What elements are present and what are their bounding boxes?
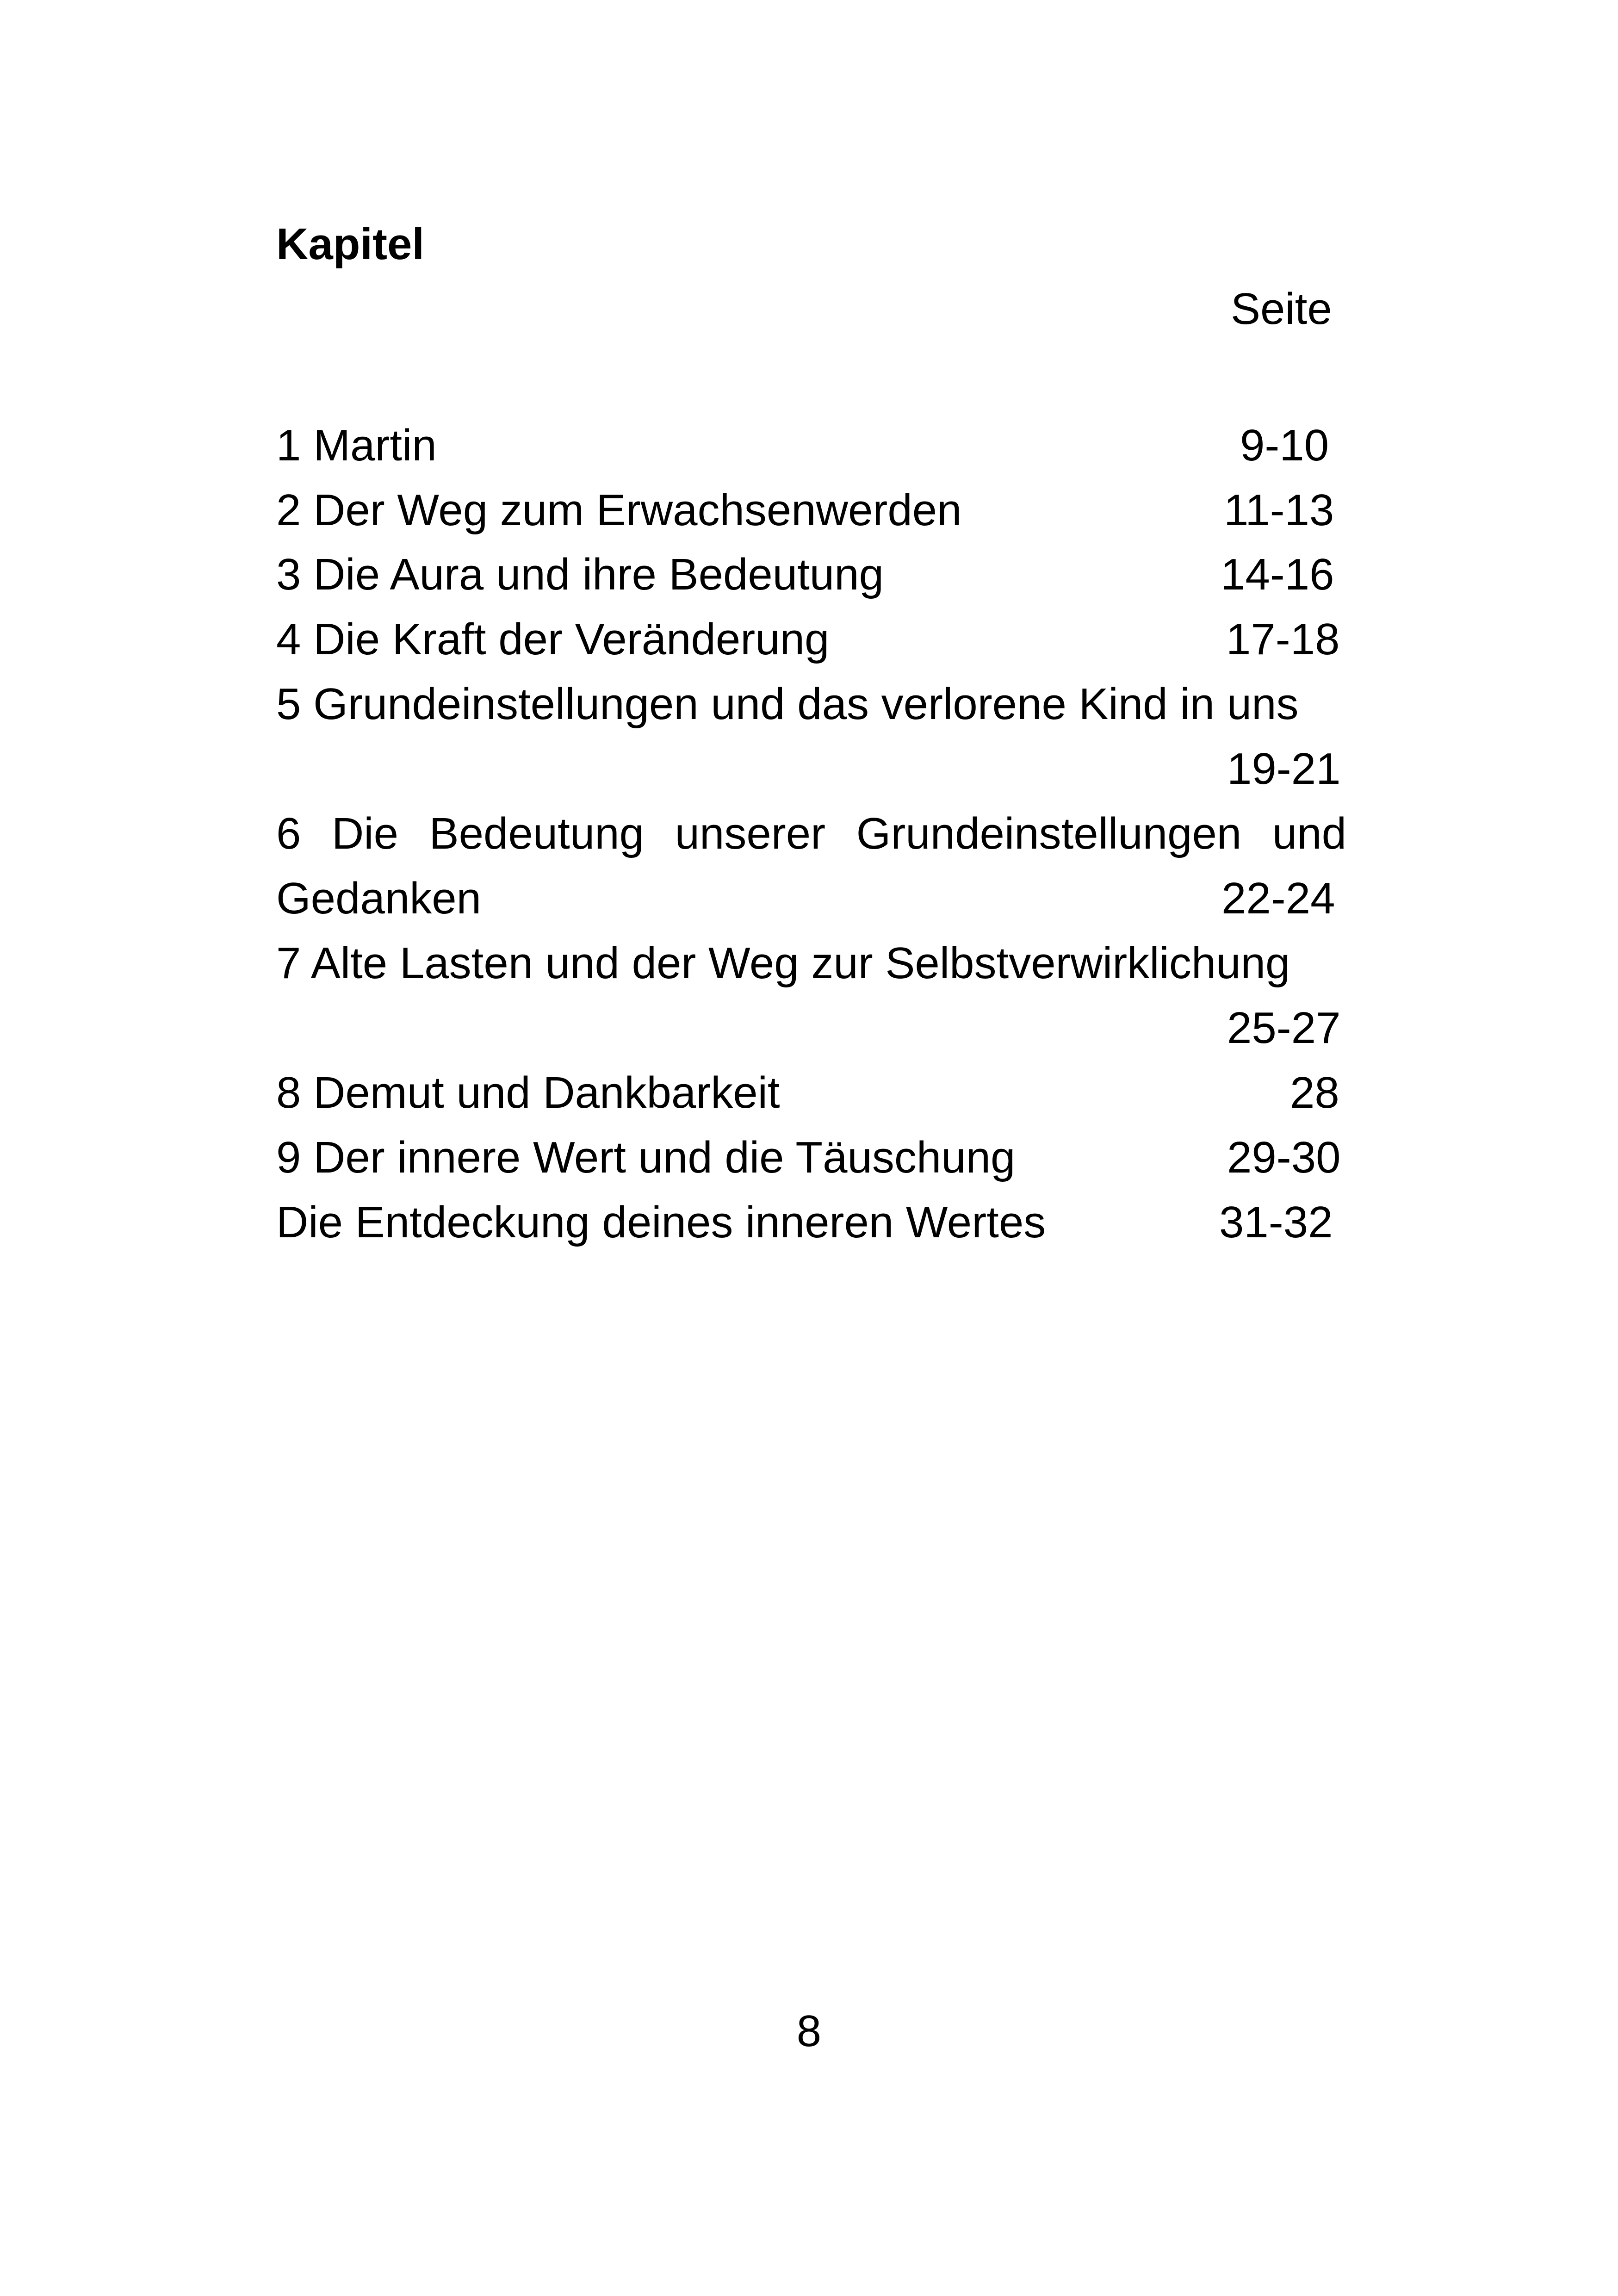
page-number: 8: [796, 2006, 822, 2056]
toc-entry-9-pages: 29-30: [1227, 1133, 1341, 1182]
toc-entry-7-pages: 25-27: [1227, 1003, 1341, 1053]
toc-entry-6-pages: 22-24: [1221, 874, 1335, 923]
toc-entry-8-pages: 28: [1290, 1068, 1339, 1117]
page-column-label: Seite: [1231, 284, 1332, 334]
toc-entry-2-pages: 11-13: [1224, 485, 1334, 535]
toc-entry-6-title-line2: Gedanken: [276, 874, 482, 923]
toc-entry-4-pages: 17-18: [1226, 614, 1340, 664]
toc-entry-9-title: 9 Der innere Wert und die Täuschung: [276, 1133, 1016, 1182]
toc-entry-3-title: 3 Die Aura und ihre Bedeutung: [276, 550, 884, 599]
toc-entry-10-title: Die Entdeckung deines inneren Wertes: [276, 1198, 1046, 1247]
toc-entry-10-pages: 31-32: [1219, 1198, 1333, 1247]
toc-entry-1-title: 1 Martin: [276, 421, 437, 470]
toc-heading: Kapitel: [276, 219, 425, 269]
toc-entry-1-pages: 9-10: [1240, 421, 1329, 470]
toc-entry-5-pages: 19-21: [1227, 744, 1341, 794]
toc-entry-3-pages: 14-16: [1221, 550, 1334, 599]
toc-entry-8-title: 8 Demut und Dankbarkeit: [276, 1068, 780, 1117]
toc-entry-7-title: 7 Alte Lasten und der Weg zur Selbstverwirklichung: [276, 938, 1290, 988]
toc-entry-4-title: 4 Die Kraft der Veränderung: [276, 614, 830, 664]
toc-entry-2-title: 2 Der Weg zum Erwachsenwerden: [276, 485, 962, 535]
toc-entry-6-title-line1: 6 Die Bedeutung unserer Grundeinstellungen und: [276, 809, 1346, 858]
toc-entry-5-title: 5 Grundeinstellungen und das verlorene Kind in uns: [276, 679, 1299, 729]
